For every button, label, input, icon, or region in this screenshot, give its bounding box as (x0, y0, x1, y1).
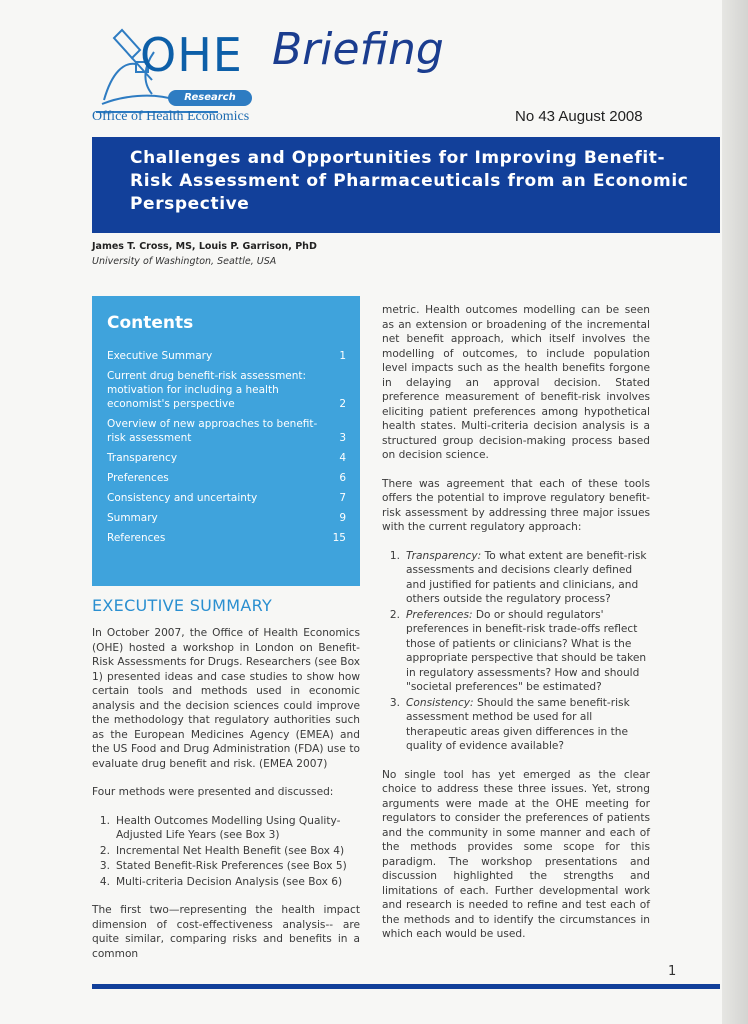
toc-page: 4 (339, 452, 346, 464)
list-item: 1. Health Outcomes Modelling Using Quality-Adjusted Life Years (see Box 3) (99, 814, 341, 841)
toc-item[interactable] (107, 491, 346, 505)
authors: James T. Cross, MS, Louis P. Garrison, PhD (92, 241, 317, 252)
toc-label: Transparency (107, 452, 178, 464)
toc-item[interactable] (107, 349, 346, 363)
research-badge: Research (168, 90, 252, 106)
paragraph: Four methods were presented and discussed: (92, 786, 334, 798)
toc-label: References (107, 532, 166, 544)
toc-page: 15 (332, 532, 346, 544)
title-banner (92, 137, 720, 233)
issues-list (382, 549, 650, 754)
toc-label: Summary (107, 512, 158, 524)
toc-page: 6 (339, 472, 346, 484)
bottom-rule (92, 984, 720, 989)
page-edge-shadow (722, 0, 748, 1024)
issue-number: No 43 August 2008 (515, 108, 643, 125)
toc-item[interactable] (107, 451, 346, 465)
methods-list (92, 814, 360, 890)
toc-item[interactable] (107, 531, 346, 545)
toc-page: 7 (339, 492, 346, 504)
document-title: Challenges and Opportunities for Improving Benefit-Risk Assessment of Pharmaceuticals from an Economic Perspective (130, 148, 689, 214)
toc-label: Consistency and uncertainty (107, 492, 258, 504)
list-item: 2. Incremental Net Health Benefit (see Box 4) (99, 844, 345, 857)
toc-page: 2 (339, 398, 346, 410)
paragraph: In October 2007, the Office of Health Economics (OHE) hosted a workshop in London on Benefit-Risk Assessments for Drugs. Researchers (see Box 1) presented ideas and case studies to show how certain tools and methods used in economic analysis and the decision sciences could improve the methodology that regulatory authorities such as the European Medicines Agency (EMEA) and the US Food and Drug Administration (FDA) use to evaluate drug benefit and risk. (EMEA 2007) (92, 627, 360, 770)
toc-item[interactable] (107, 369, 346, 411)
executive-summary-heading: EXECUTIVE SUMMARY (92, 596, 273, 615)
paragraph: The first two—representing the health impact dimension of cost-effectiveness analysis-- are quite similar, comparing risks and benefits in a common (92, 904, 360, 960)
toc-label: Executive Summary (107, 350, 213, 362)
list-item: 4. Multi-criteria Decision Analysis (see Box 6) (99, 875, 343, 888)
paragraph: metric. Health outcomes modelling can be seen as an extension or broadening of the incremental net benefit approach, which itself involves the modelling of outcomes, to include population level impacts such as the health benefits forgone in delaying an approval decision. Stated preference measurement of benefit-risk involves eliciting patient preferences among hypothetical health states. Multi-criteria decision analysis is a structured group decision-making process based on decision science. (382, 304, 650, 461)
affiliation: University of Washington, Seattle, USA (92, 256, 277, 267)
contents-box (92, 296, 360, 586)
toc-label: Overview of new approaches to benefit-risk assessment (107, 418, 318, 444)
org-name: Office of Health Economics (92, 109, 250, 124)
list-item: 3. Stated Benefit-Risk Preferences (see Box 5) (99, 860, 347, 872)
paragraph: There was agreement that each of these tools offers the potential to improve regulatory benefit-risk assessment by addressing three major issues with the current regulatory approach: (382, 477, 650, 533)
list-item: 2. Preferences: Do or should regulators' preferences in benefit-risk trade-offs reflect those of patients or clinicians? What is the appropriate perspective that should be taken in regulatory assessments? How and should "societal preferences" be estimated? (389, 608, 647, 693)
toc-item[interactable] (107, 417, 346, 445)
page-number: 1 (668, 964, 677, 979)
list-item: 1. Transparency: To what extent are benefit-risk assessments and decisions clearly defined and justified for patients and clinicians, and others outside the regulatory process? (389, 549, 647, 605)
right-column (382, 303, 650, 956)
contents-heading: Contents (107, 313, 194, 333)
paragraph: No single tool has yet emerged as the clear choice to address these three issues. Yet, strong arguments were made at the OHE meeting for regulators to consider the preferences of patients and the community in some manner and each of the methods provides some scope for this paradigm. The workshop presentations and discussion highlighted the strengths and limitations of each. Further developmental work and research is needed to refine and test each of the methods and to identify the circumstances in which each would be used. (382, 768, 650, 940)
toc-label: Preferences (107, 472, 169, 484)
toc-page: 9 (339, 512, 346, 524)
toc-item[interactable] (107, 471, 346, 485)
toc-item[interactable] (107, 511, 346, 525)
left-column (92, 626, 360, 975)
logo-ohe-text: OHE (140, 28, 243, 82)
toc-label: Current drug benefit-risk assessment: motivation for including a health economist's perspective (107, 370, 307, 410)
toc-page: 3 (339, 432, 346, 444)
toc-page: 1 (339, 350, 346, 362)
briefing-title: Briefing (272, 24, 444, 75)
list-item: 3. Consistency: Should the same benefit-risk assessment method be used for all therapeutic areas given differences in the quality of evidence available? (389, 696, 630, 752)
